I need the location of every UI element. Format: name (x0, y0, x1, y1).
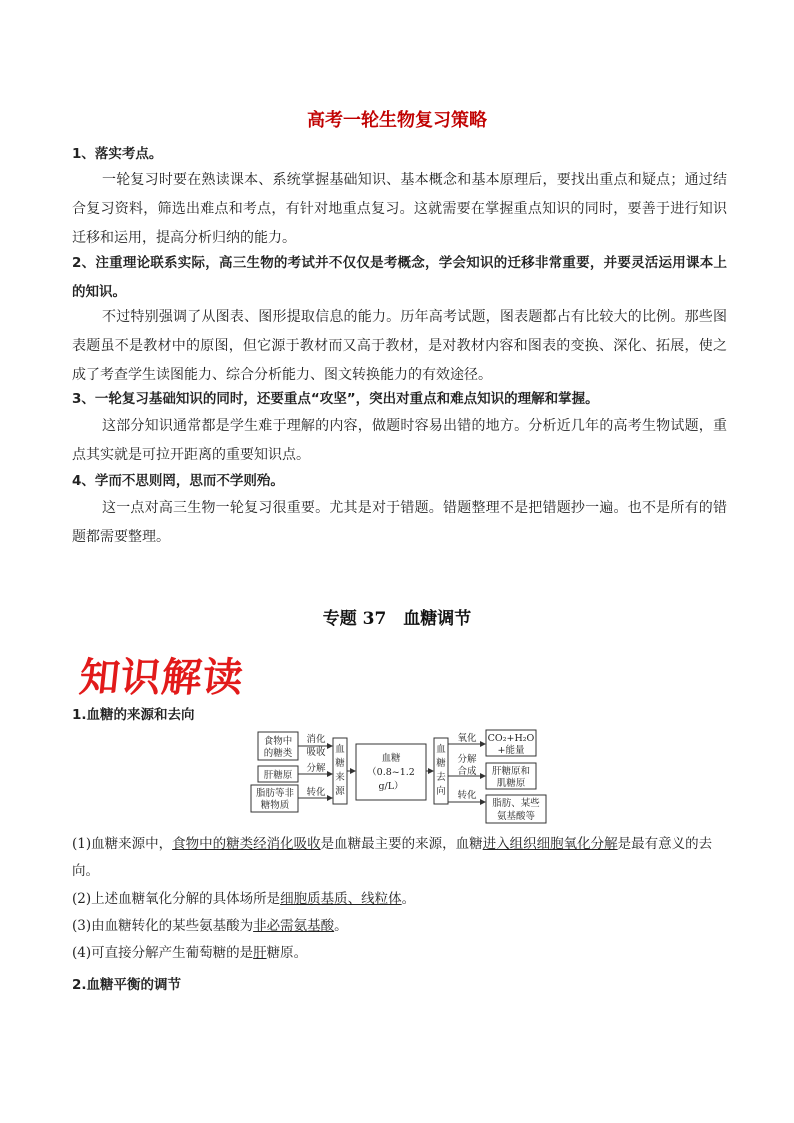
q3-answer: 非必需氨基酸 (253, 918, 335, 934)
subsection-2-heading: 2.血糖平衡的调节 (72, 977, 182, 993)
res3-line2: 氨基酸等 (496, 811, 536, 822)
center-line3: g/L） (378, 781, 404, 792)
res2-line1: 肝糖原和 (491, 766, 531, 777)
origin-char-1: 血 (335, 744, 345, 755)
question-4 (72, 940, 732, 967)
q2-text-c: 。 (401, 891, 416, 907)
subsection-1-heading: 1.血糖的来源和去向 (72, 707, 195, 723)
question-2 (72, 886, 732, 913)
section-1-heading: 1、落实考点。 (72, 146, 163, 162)
knowledge-banner: 知识解读 (77, 655, 247, 701)
dest-char-1: 血 (436, 744, 446, 755)
origin-char-4: 源 (335, 786, 345, 797)
center-line1: 血糖 (381, 753, 401, 764)
dest-char-4: 向 (436, 786, 446, 797)
section-3-body: 这部分知识通常都是学生难于理解的内容，做题时容易出错的地方。分析近几年的高考生物试题，重点其实就是可拉开距离的重要知识点。 (72, 418, 727, 463)
page-title: 高考一轮生物复习策略 (307, 110, 487, 131)
q3-text-c: 。 (334, 918, 348, 934)
q1-text-e: 是最有意义的去向。 (72, 836, 713, 879)
path2-label: 分解 (306, 763, 326, 774)
out2-label: 合成 (457, 766, 477, 777)
src1-line1: 食物中 (263, 736, 293, 747)
out1-line2: 分解 (457, 754, 477, 765)
section-2-body: 不过特别强调了从图表、图形提取信息的能力。历年高考试题，图表题都占有比较大的比例。那些图表题虽不是教材中的原图，但它源于教材而又高于教材，是对教材内容和图表的变换、深化、拓展，使之成了考查学生读图能力、综合分析能力、图文转换能力的有效途径。 (72, 309, 727, 383)
res3-line1: 脂肪、某些 (492, 798, 540, 809)
section-2-heading: 2、注重理论联系实际，高三生物的考试并不仅仅是考概念，学会知识的迁移非常重要，并要灵活运用课本上的知识。 (72, 255, 727, 300)
q3-text-a: (3)由血糖转化的某些氨基酸为 (72, 918, 254, 934)
res2-line2: 肌糖原 (496, 778, 526, 789)
res1-line1: CO₂+H₂O (487, 733, 535, 744)
q1-text-a: (1)血糖来源中， (72, 836, 173, 852)
dest-char-2: 糖 (436, 758, 446, 769)
path1-line2: 吸收 (306, 747, 326, 758)
src1-line2: 的糖类 (263, 748, 293, 759)
src2-label: 肝糖原 (263, 770, 293, 781)
center-line2: （0.8~1.2 (367, 767, 415, 778)
section-4-body: 这一点对高三生物一轮复习很重要。尤其是对于错题。错题整理不是把错题抄一遍。也不是所有的错题都需要整理。 (72, 500, 727, 545)
path3-label: 转化 (306, 787, 326, 798)
q4-text-a: (4)可直接分解产生葡萄糖的是 (72, 945, 254, 961)
section-1-body: 一轮复习时要在熟读课本、系统掌握基础知识、基本概念和基本原理后，要找出重点和疑点；通过结合复习资料，筛选出难点和考点，有针对地重点复习。这就需要在掌握重点知识的同时，要善于进行知识迁移和运用，提高分析归纳的能力。 (72, 172, 727, 246)
src3-line2: 糖物质 (260, 800, 290, 811)
q1-answer-1: 食物中的糖类经消化吸收 (172, 836, 321, 852)
q2-text-a: (2)上述血糖氧化分解的具体场所是 (72, 891, 281, 907)
blood-sugar-flow-diagram (250, 728, 550, 822)
path1-line1: 消化 (306, 734, 326, 745)
question-1 (72, 831, 732, 885)
origin-char-2: 糖 (335, 758, 345, 769)
src3-line1: 脂肪等非 (255, 788, 295, 799)
question-3 (72, 913, 732, 940)
out1-line1: 氧化 (457, 733, 477, 744)
origin-char-3: 来 (335, 772, 345, 783)
section-4-heading: 4、学而不思则罔，思而不学则殆。 (72, 473, 284, 489)
topic-title: 专题 37 血糖调节 (322, 609, 472, 629)
q2-answer: 细胞质基质、线粒体 (280, 891, 402, 907)
dest-char-3: 去 (436, 772, 446, 783)
q4-text-c: 糖原。 (266, 945, 308, 961)
res1-line2: +能量 (497, 745, 525, 756)
out3-label: 转化 (457, 790, 477, 801)
q1-answer-2: 进入组织细胞氧化分解 (482, 836, 618, 852)
q1-text-c: 是血糖最主要的来源，血糖 (320, 836, 483, 852)
section-3-heading: 3、一轮复习基础知识的同时，还要重点“攻坚”，突出对重点和难点知识的理解和掌握。 (72, 391, 599, 407)
q4-answer: 肝 (253, 945, 267, 961)
